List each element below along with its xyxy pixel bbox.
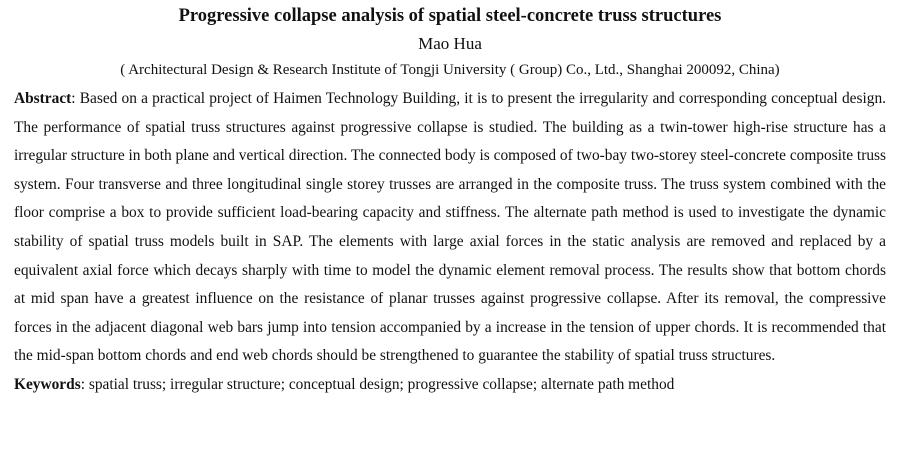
paper-author: Mao Hua <box>418 34 482 53</box>
keywords-colon: : <box>80 375 89 393</box>
keywords-text: spatial truss; irregular structure; conceptual design; progressive collapse; alternate path method <box>88 375 675 393</box>
abstract-paragraph <box>14 85 886 371</box>
keywords-label: Keywords <box>14 375 81 393</box>
paper-affiliation: ( Architectural Design & Research Institute of Tongji University ( Group) Co., Ltd., Shanghai 200092, China) <box>120 62 780 78</box>
abstract-label: Abstract <box>14 90 72 107</box>
abstract-text: Based on a practical project of Haimen Technology Building, it is to present the irregularity and corresponding conceptual design. The performance of spatial truss structures against progressive collapse is studied. The building as a twin-tower high-rise structure has a irregular structure in both plane and vertical direction. The connected body is composed of two-bay two-storey steel-concrete composite truss system. Four transverse and three longitudinal single storey trusses are arranged in the composite truss. The truss system combined with the floor comprise a box to provide sufficient load-bearing capacity and stiffness. The alternate path method is used to investigate the dynamic stability of spatial truss models built in SAP. The elements with large axial forces in the static analysis are removed and replaced by a equivalent axial force which decays sharply with time to model the dynamic element removal process. The results show that bottom chords at mid span have a greatest influence on the resistance of planar trusses against progressive collapse. After its removal, the compressive forces in the adjacent diagonal web bars jump into tension accompanied by a increase in the tension of upper chords. It is recommended that the mid-span bottom chords and end web chords should be strengthened to guarantee the stability of spatial truss structures. <box>14 90 886 365</box>
paper-title: Progressive collapse analysis of spatial steel-concrete truss structures <box>178 6 722 26</box>
keywords-line <box>14 371 886 399</box>
abstract-colon: : <box>71 90 80 107</box>
